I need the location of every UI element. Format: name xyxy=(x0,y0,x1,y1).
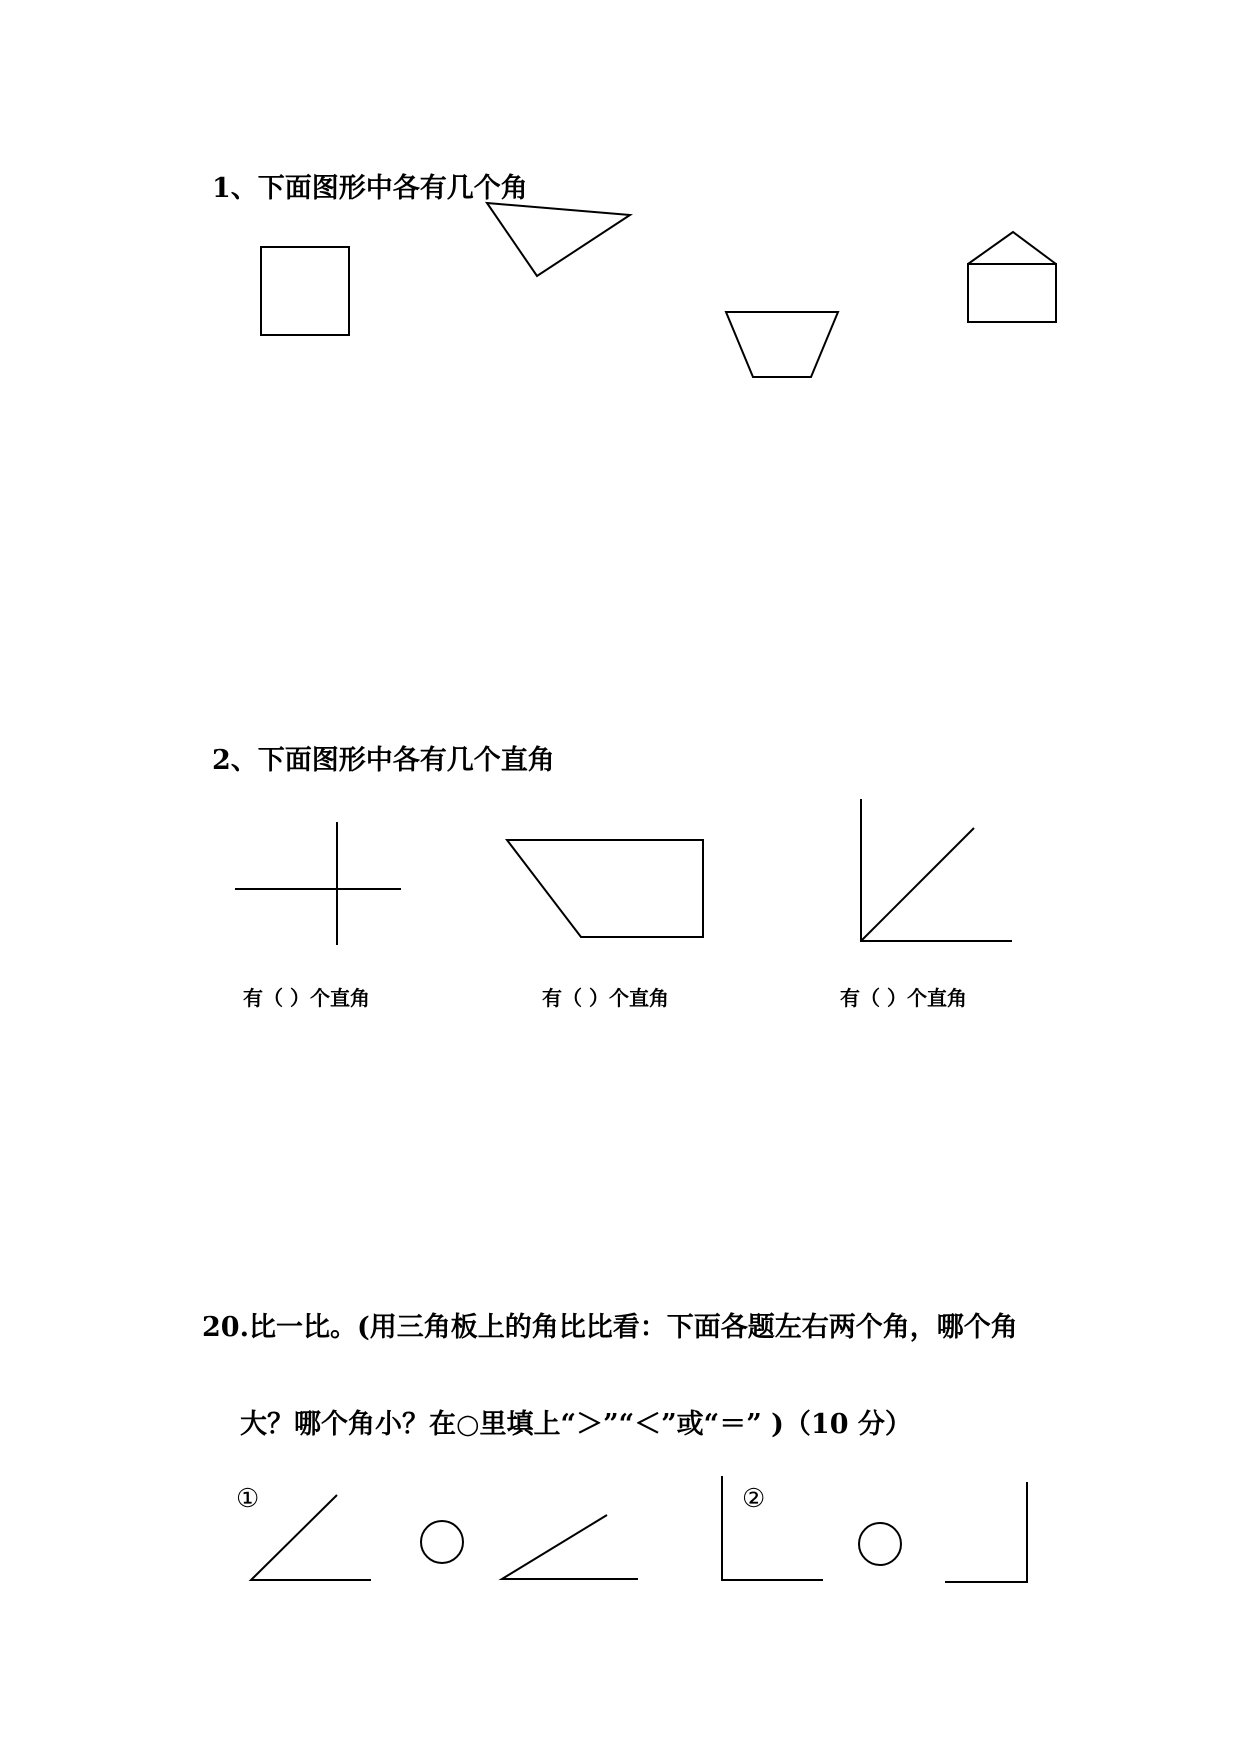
angle-2-left xyxy=(722,1476,823,1580)
right-trapezoid-shape xyxy=(507,840,703,937)
question-1-title: 1、下面图形中各有几个角 xyxy=(212,173,528,204)
square-shape xyxy=(261,247,349,335)
item-marker-2: ② xyxy=(742,1484,766,1514)
caption-right-angle-2: 有（ ）个直角 xyxy=(542,986,669,1010)
item-marker-1: ① xyxy=(236,1484,260,1514)
triangle-shape xyxy=(487,203,630,276)
question-20-line-1: 20.比一比。(用三角板上的角比比看：下面各题左右两个角，哪个角 xyxy=(202,1312,1018,1343)
trapezoid-shape xyxy=(726,312,838,377)
compare-circle-2 xyxy=(859,1523,901,1565)
caption-right-angle-3: 有（ ）个直角 xyxy=(840,986,967,1010)
caption-right-angle-1: 有（ ）个直角 xyxy=(243,986,370,1010)
question-2-title: 2、下面图形中各有几个直角 xyxy=(212,745,555,776)
house-shape xyxy=(968,232,1056,322)
angle-1-right xyxy=(502,1515,638,1579)
angle-2-right xyxy=(945,1482,1027,1582)
question-20-line-2: 大？哪个角小？在○里填上“＞”“＜”或“＝” )（10 分） xyxy=(240,1409,912,1440)
angle-1-left xyxy=(251,1495,371,1580)
cross-lines-shape xyxy=(235,822,401,945)
right-angle-with-ray-shape xyxy=(861,799,1012,941)
compare-circle-1 xyxy=(421,1521,463,1563)
